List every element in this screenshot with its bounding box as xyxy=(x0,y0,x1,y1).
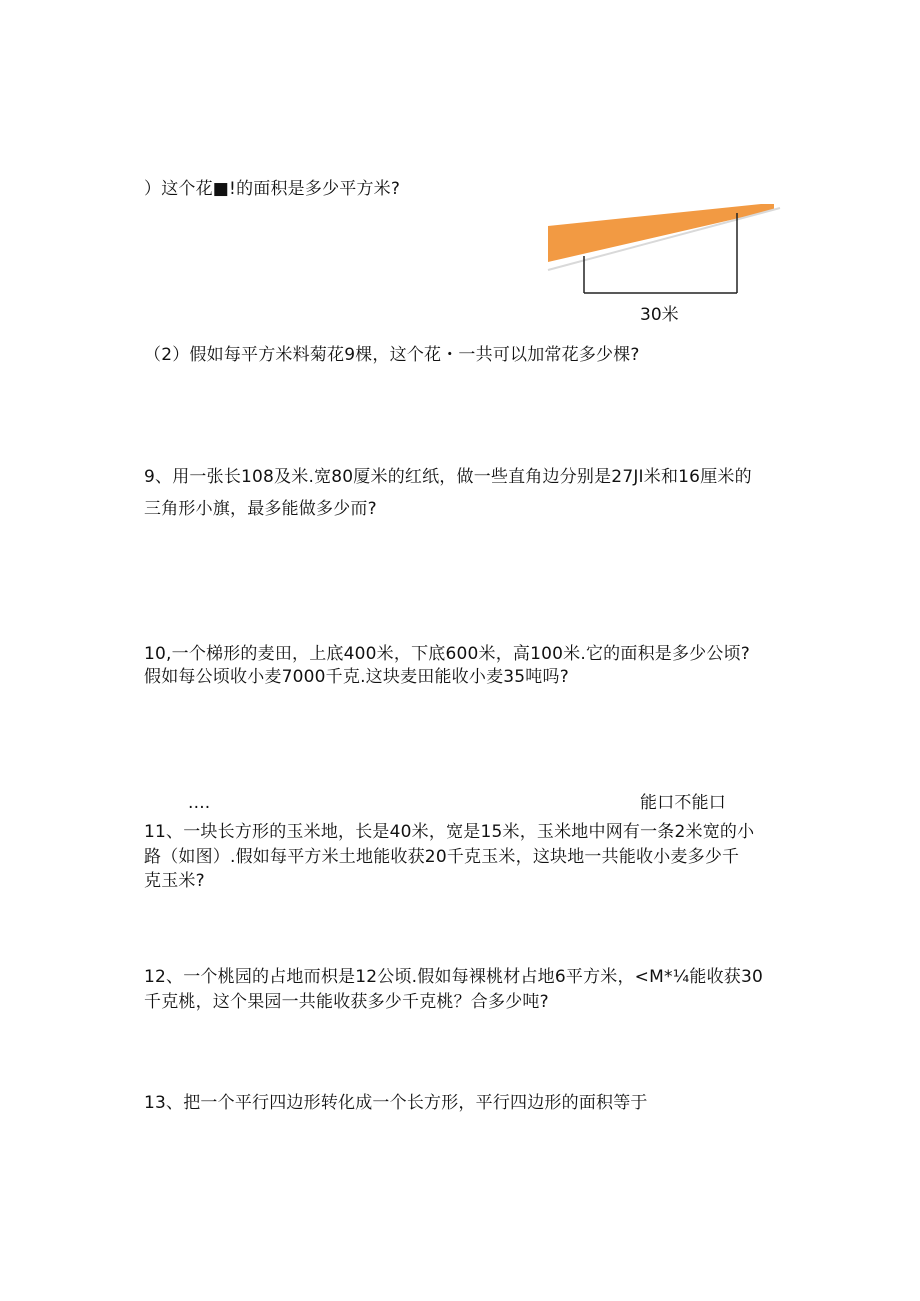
q11-line3: 克玉米? xyxy=(144,871,205,891)
q10-line2: 假如每公顷收小麦7000千克.这块麦田能收小麦35吨吗? xyxy=(144,667,569,687)
q12-line1: 12、一个桃园的占地而枳是12公顷.假如每裸桃材占地6平方米，<M*¼能收获30 xyxy=(144,967,764,987)
q9-line2: 三角形小旗，最多能做多少而? xyxy=(144,499,377,519)
q12-line2: 千克桃，这个果园一共能收获多少千克桃？合多少吨? xyxy=(144,992,549,1012)
q9-line1: 9、用一张长108及米.宽80厦米的红纸，做一些直角边分别是27JI米和16厘米的 xyxy=(144,467,752,487)
q10-line1: 10,一个梯形的麦田，上底400米，下底600米，高100米.它的面积是多少公顷? xyxy=(144,644,751,664)
flower-bed-figure xyxy=(546,196,782,326)
q8-part1: ）这个花■!的面积是多少平方米? xyxy=(144,179,401,199)
q13-line1: 13、把一个平行四边形转化成一个长方形，平行四边形的面积等于 xyxy=(144,1093,648,1113)
q11-options: 能口不能口 xyxy=(640,793,726,813)
q8-part2: （2）假如每平方米料菊花9棵，这个花・一共可以加常花多少棵? xyxy=(144,345,640,365)
q11-line2: 路（如图）.假如每平方米土地能收获20千克玉米，这块地一共能收小麦多少千 xyxy=(144,847,740,867)
base-length-label: 30米 xyxy=(640,305,679,325)
q11-dots: .... xyxy=(188,793,211,813)
q11-line1: 11、一块长方形的玉米地，长是40米，宽是15米，玉米地中网有一条2米宽的小 xyxy=(144,822,755,842)
flower-bed-shape xyxy=(548,204,774,262)
